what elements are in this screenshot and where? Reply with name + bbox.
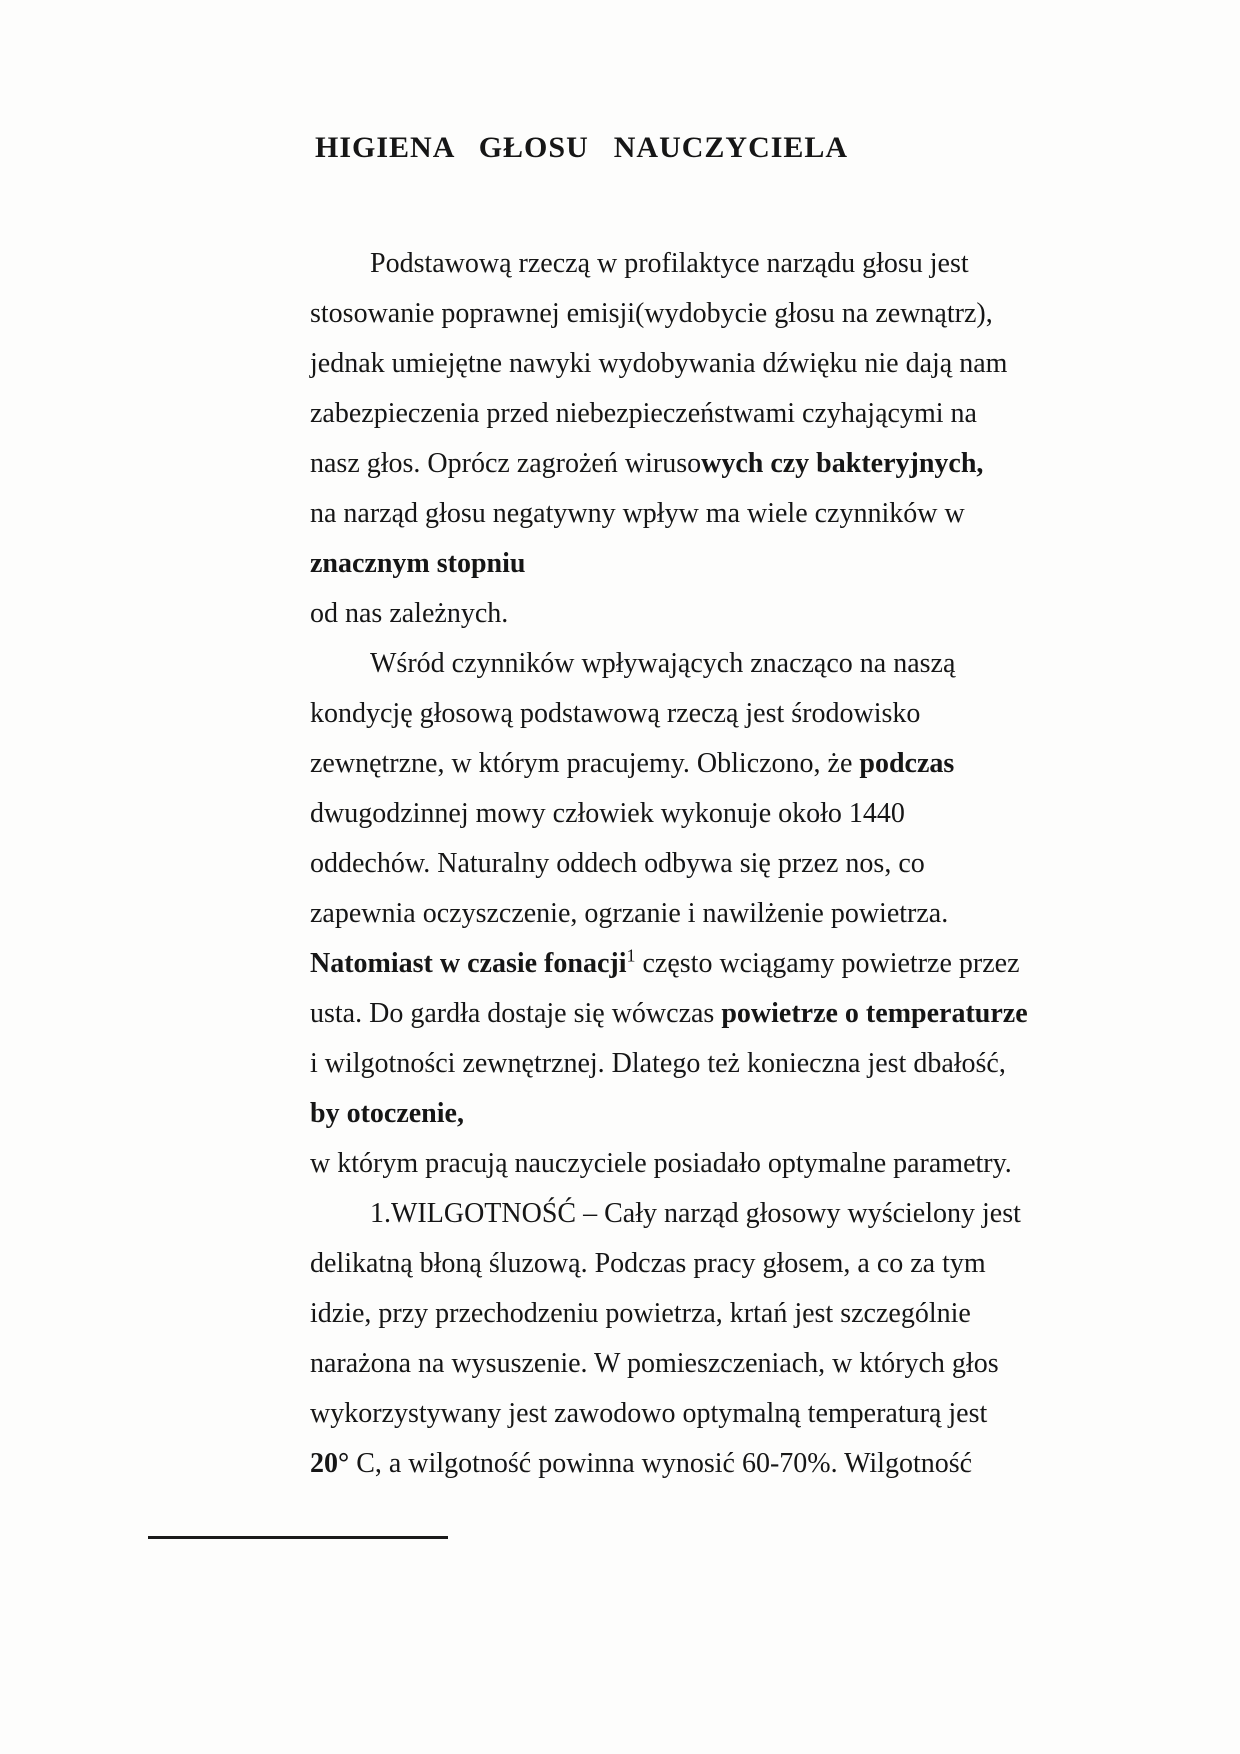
text-segment: zapewnia oczyszczenie, ogrzanie i nawilżenie powietrza. xyxy=(310,898,949,929)
text-line xyxy=(310,989,1028,1039)
text-line xyxy=(310,489,990,539)
text-segment: podczas xyxy=(859,748,955,779)
text-segment: i wilgotności zewnętrznej. Dlatego też konieczna jest dbałość, xyxy=(310,1048,1006,1079)
text-line xyxy=(310,839,990,889)
text-segment: często wciągamy powietrze przez xyxy=(635,948,1020,979)
footnote-separator-rule xyxy=(148,1536,448,1539)
text-segment: kondycję głosową podstawową rzeczą jest środowisko xyxy=(310,698,921,729)
text-line xyxy=(310,1389,990,1439)
text-segment: zabezpieczenia przed niebezpieczeństwami czyhającymi na xyxy=(310,398,977,429)
text-segment: Wśród czynników wpływających znacząco na naszą xyxy=(370,648,956,679)
text-line xyxy=(310,289,993,339)
text-segment: znacznym stopniu xyxy=(310,548,526,579)
text-segment: w którym pracują nauczyciele posiadało optymalne parametry. xyxy=(310,1148,1012,1179)
text-segment: nasz głos. Oprócz zagrożeń wiruso xyxy=(310,448,702,479)
text-segment: oddechów. Naturalny oddech odbywa się przez nos, co xyxy=(310,848,925,879)
text-line xyxy=(310,639,990,689)
text-segment: narażona na wysuszenie. W pomieszczeniach, w których głos xyxy=(310,1348,999,1379)
text-line xyxy=(310,1339,999,1389)
text-line xyxy=(310,1189,1021,1239)
text-segment: powietrze o temperaturze xyxy=(721,998,1028,1029)
text-segment: dwugodzinnej mowy człowiek wykonuje około 1440 xyxy=(310,798,905,829)
text-segment: 20° xyxy=(310,1448,350,1479)
text-line xyxy=(310,739,990,789)
text-segment: zewnętrzne, w którym pracujemy. Obliczono, że xyxy=(310,748,860,779)
text-segment: idzie, przy przechodzeniu powietrza, krtań jest szczególnie xyxy=(310,1298,971,1329)
document-title: HIGIENA GŁOSU NAUCZYCIELA xyxy=(315,131,849,164)
text-segment: stosowanie poprawnej emisji(wydobycie głosu na zewnątrz), xyxy=(310,298,993,329)
text-segment: by otoczenie, xyxy=(310,1098,464,1129)
text-line xyxy=(310,239,990,289)
text-line xyxy=(310,889,990,939)
text-segment: delikatną błoną śluzową. Podczas pracy głosem, a co za tym xyxy=(310,1248,986,1279)
text-segment: wych czy bakteryjnych, xyxy=(701,448,984,479)
text-line xyxy=(310,439,990,489)
text-line xyxy=(310,1089,990,1139)
text-segment: od nas zależnych. xyxy=(310,598,509,629)
text-segment: na narząd głosu negatywny wpływ ma wiele czynników w xyxy=(310,498,965,529)
text-line xyxy=(310,1239,990,1289)
text-line xyxy=(310,1439,990,1489)
text-line xyxy=(310,1289,990,1339)
footnote-reference: 1 xyxy=(626,945,636,966)
text-line xyxy=(310,689,990,739)
text-block xyxy=(310,239,1028,1489)
text-line xyxy=(310,389,990,439)
text-line xyxy=(310,939,1020,989)
text-segment: C, a wilgotność powinna wynosić 60-70%. Wilgotność xyxy=(349,1448,973,1479)
text-segment: jednak umiejętne nawyki wydobywania dźwięku nie dają nam xyxy=(310,348,1008,379)
text-segment: usta. Do gardła dostaje się wówczas xyxy=(310,998,722,1029)
text-segment: 1.WILGOTNOŚĆ – Cały narząd głosowy wyścielony jest xyxy=(370,1198,1021,1229)
text-line xyxy=(310,1039,1006,1089)
text-line xyxy=(310,339,1008,389)
text-line xyxy=(310,589,990,639)
text-segment: Podstawową rzeczą w profilaktyce narządu głosu jest xyxy=(370,248,969,279)
text-line xyxy=(310,789,990,839)
text-segment: wykorzystywany jest zawodowo optymalną temperaturą jest xyxy=(310,1398,988,1429)
text-line xyxy=(310,539,990,589)
text-line xyxy=(310,1139,1012,1189)
text-segment: Natomiast w czasie fonacji xyxy=(310,948,627,979)
